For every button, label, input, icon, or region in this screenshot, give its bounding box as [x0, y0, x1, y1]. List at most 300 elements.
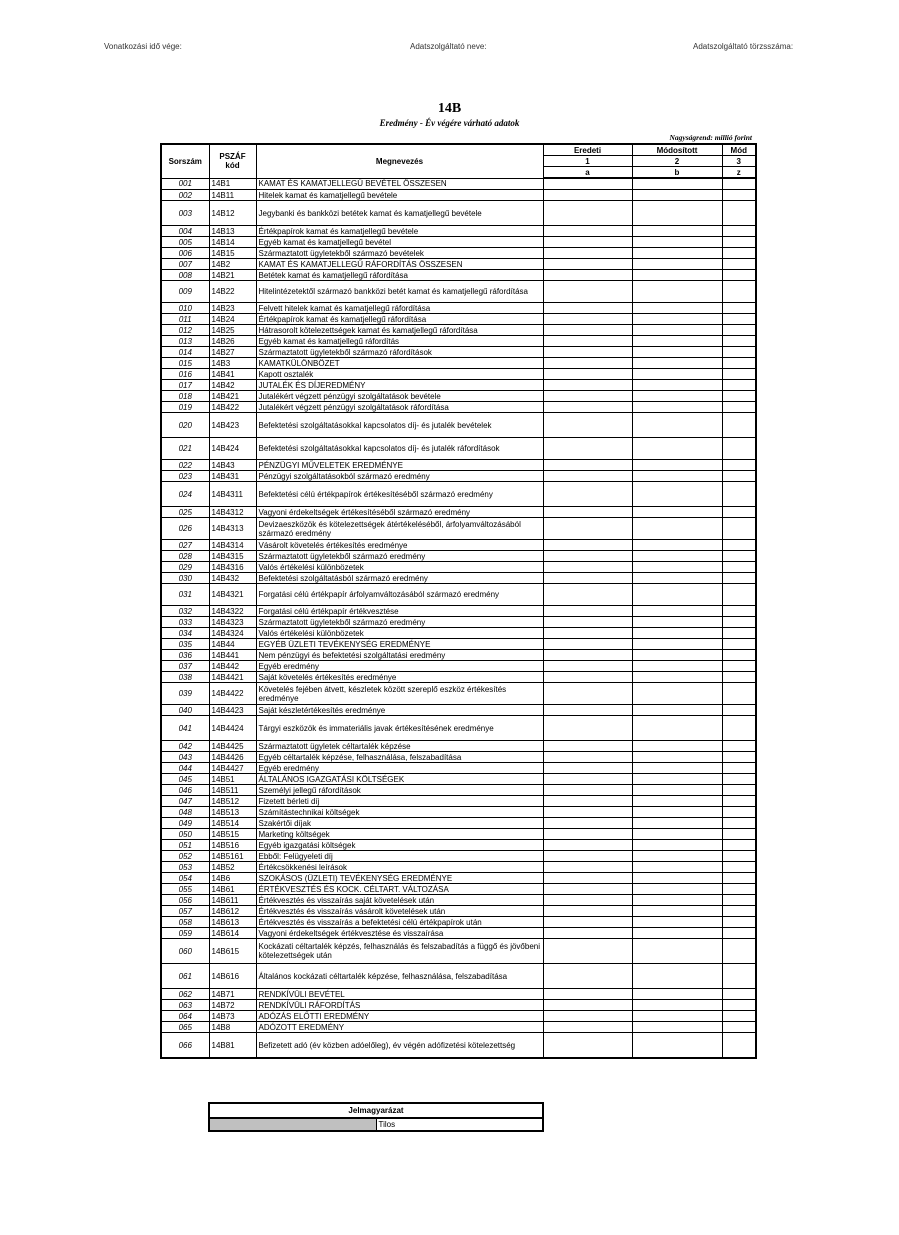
- table-row: [161, 438, 756, 460]
- row-value-modositott[interactable]: [632, 358, 722, 369]
- row-value-mod[interactable]: [722, 862, 756, 873]
- row-value-mod[interactable]: [722, 895, 756, 906]
- row-value-eredeti[interactable]: [543, 906, 632, 917]
- row-value-modositott[interactable]: [632, 606, 722, 617]
- row-pszaf-code: 14B514: [209, 818, 256, 829]
- row-value-mod[interactable]: [722, 1033, 756, 1059]
- row-value-eredeti[interactable]: [543, 1022, 632, 1033]
- table-row: [161, 829, 756, 840]
- row-value-modositott[interactable]: [632, 190, 722, 201]
- row-name: RENDKÍVÜLI RÁFORDÍTÁS: [256, 1000, 543, 1011]
- row-value-mod[interactable]: [722, 650, 756, 661]
- row-name: Betétek kamat és kamatjellegű ráfordítása: [256, 270, 543, 281]
- row-value-modositott[interactable]: [632, 540, 722, 551]
- row-pszaf-code: 14B441: [209, 650, 256, 661]
- row-number: 019: [161, 402, 209, 413]
- row-value-modositott[interactable]: [632, 807, 722, 818]
- table-row: [161, 705, 756, 716]
- row-value-modositott[interactable]: [632, 873, 722, 884]
- row-pszaf-code: 14B512: [209, 796, 256, 807]
- row-value-mod[interactable]: [722, 178, 756, 190]
- row-value-mod[interactable]: [722, 237, 756, 248]
- row-name: Egyéb céltartalék képzése, felhasználása, felszabadítása: [256, 752, 543, 763]
- row-name: Felvett hitelek kamat és kamatjellegű ráfordítása: [256, 303, 543, 314]
- row-value-mod[interactable]: [722, 785, 756, 796]
- row-value-modositott[interactable]: [632, 248, 722, 259]
- row-name: Devizaeszközök és kötelezettségek átértékeléséből, árfolyamváltozásából származó eredmény: [256, 518, 543, 540]
- row-number: 004: [161, 226, 209, 237]
- row-pszaf-code: 14B52: [209, 862, 256, 873]
- row-name: JUTALÉK ÉS DÍJEREDMÉNY: [256, 380, 543, 391]
- table-row: [161, 862, 756, 873]
- row-pszaf-code: 14B44: [209, 639, 256, 650]
- row-value-mod[interactable]: [722, 259, 756, 270]
- row-value-mod[interactable]: [722, 507, 756, 518]
- row-value-modositott[interactable]: [632, 270, 722, 281]
- table-row: [161, 617, 756, 628]
- row-value-modositott[interactable]: [632, 683, 722, 705]
- row-value-modositott[interactable]: [632, 562, 722, 573]
- table-row: [161, 884, 756, 895]
- row-value-modositott[interactable]: [632, 336, 722, 347]
- row-value-modositott[interactable]: [632, 1011, 722, 1022]
- table-row: [161, 741, 756, 752]
- table-row: [161, 928, 756, 939]
- row-value-mod[interactable]: [722, 928, 756, 939]
- row-value-modositott[interactable]: [632, 650, 722, 661]
- row-value-modositott[interactable]: [632, 1033, 722, 1059]
- row-value-eredeti[interactable]: [543, 917, 632, 928]
- row-value-modositott[interactable]: [632, 237, 722, 248]
- row-number: 026: [161, 518, 209, 540]
- row-value-modositott[interactable]: [632, 785, 722, 796]
- row-value-modositott[interactable]: [632, 325, 722, 336]
- row-value-mod[interactable]: [722, 314, 756, 325]
- row-value-mod[interactable]: [722, 482, 756, 507]
- row-value-modositott[interactable]: [632, 482, 722, 507]
- table-row: [161, 347, 756, 358]
- row-pszaf-code: 14B615: [209, 939, 256, 964]
- row-value-eredeti[interactable]: [543, 617, 632, 628]
- row-pszaf-code: 14B611: [209, 895, 256, 906]
- row-value-modositott[interactable]: [632, 369, 722, 380]
- row-value-modositott[interactable]: [632, 884, 722, 895]
- row-number: 007: [161, 259, 209, 270]
- row-value-modositott[interactable]: [632, 438, 722, 460]
- table-row: [161, 391, 756, 402]
- row-value-mod[interactable]: [722, 471, 756, 482]
- table-row: [161, 336, 756, 347]
- row-pszaf-code: 14B421: [209, 391, 256, 402]
- row-number: 032: [161, 606, 209, 617]
- row-value-mod[interactable]: [722, 1011, 756, 1022]
- row-value-mod[interactable]: [722, 705, 756, 716]
- row-value-mod[interactable]: [722, 460, 756, 471]
- row-value-modositott[interactable]: [632, 895, 722, 906]
- row-value-mod[interactable]: [722, 628, 756, 639]
- row-value-modositott[interactable]: [632, 672, 722, 683]
- table-row: [161, 562, 756, 573]
- row-value-modositott[interactable]: [632, 716, 722, 741]
- header-col-3: 3: [722, 156, 756, 167]
- row-name: Hitelintézetektől származó bankközi betét kamat és kamatjellegű ráfordítása: [256, 281, 543, 303]
- legend-title: Jelmagyarázat: [209, 1103, 543, 1118]
- row-value-modositott[interactable]: [632, 906, 722, 917]
- row-value-mod[interactable]: [722, 562, 756, 573]
- row-value-mod[interactable]: [722, 661, 756, 672]
- row-value-eredeti[interactable]: [543, 303, 632, 314]
- row-name: Számítástechnikai költségek: [256, 807, 543, 818]
- row-value-mod[interactable]: [722, 1022, 756, 1033]
- row-name: KAMAT ÉS KAMATJELLEGŰ BEVÉTEL ÖSSZESEN: [256, 178, 543, 190]
- row-value-eredeti[interactable]: [543, 380, 632, 391]
- table-row: [161, 507, 756, 518]
- row-value-eredeti[interactable]: [543, 895, 632, 906]
- row-value-modositott[interactable]: [632, 573, 722, 584]
- table-row: [161, 248, 756, 259]
- legend-swatch-forbidden: [209, 1118, 376, 1131]
- row-value-mod[interactable]: [722, 380, 756, 391]
- row-name: Egyéb eredmény: [256, 661, 543, 672]
- row-value-mod[interactable]: [722, 248, 756, 259]
- row-value-modositott[interactable]: [632, 851, 722, 862]
- row-number: 020: [161, 413, 209, 438]
- row-pszaf-code: 14B43: [209, 460, 256, 471]
- row-value-mod[interactable]: [722, 325, 756, 336]
- row-value-eredeti[interactable]: [543, 606, 632, 617]
- row-name: Értékpapírok kamat és kamatjellegű ráfordítása: [256, 314, 543, 325]
- row-number: 033: [161, 617, 209, 628]
- row-pszaf-code: 14B4422: [209, 683, 256, 705]
- row-value-mod[interactable]: [722, 752, 756, 763]
- row-value-modositott[interactable]: [632, 303, 722, 314]
- row-value-eredeti[interactable]: [543, 201, 632, 226]
- row-value-eredeti[interactable]: [543, 851, 632, 862]
- row-value-modositott[interactable]: [632, 201, 722, 226]
- row-value-modositott[interactable]: [632, 862, 722, 873]
- row-value-modositott[interactable]: [632, 413, 722, 438]
- table-row: [161, 639, 756, 650]
- row-value-mod[interactable]: [722, 336, 756, 347]
- row-value-mod[interactable]: [722, 818, 756, 829]
- row-number: 049: [161, 818, 209, 829]
- row-value-eredeti[interactable]: [543, 325, 632, 336]
- row-value-eredeti[interactable]: [543, 796, 632, 807]
- row-value-mod[interactable]: [722, 270, 756, 281]
- row-pszaf-code: 14B42: [209, 380, 256, 391]
- row-number: 024: [161, 482, 209, 507]
- row-value-eredeti[interactable]: [543, 818, 632, 829]
- row-value-eredeti[interactable]: [543, 964, 632, 989]
- row-value-mod[interactable]: [722, 917, 756, 928]
- row-value-eredeti[interactable]: [543, 259, 632, 270]
- row-value-mod[interactable]: [722, 964, 756, 989]
- row-value-eredeti[interactable]: [543, 190, 632, 201]
- row-value-mod[interactable]: [722, 884, 756, 895]
- row-value-eredeti[interactable]: [543, 741, 632, 752]
- header-eredeti: Eredeti: [543, 144, 632, 156]
- row-value-modositott[interactable]: [632, 471, 722, 482]
- row-value-eredeti[interactable]: [543, 807, 632, 818]
- row-value-eredeti[interactable]: [543, 551, 632, 562]
- row-value-modositott[interactable]: [632, 178, 722, 190]
- row-value-eredeti[interactable]: [543, 540, 632, 551]
- table-row: [161, 358, 756, 369]
- row-number: 060: [161, 939, 209, 964]
- row-value-modositott[interactable]: [632, 989, 722, 1000]
- row-value-modositott[interactable]: [632, 628, 722, 639]
- row-value-eredeti[interactable]: [543, 639, 632, 650]
- row-value-modositott[interactable]: [632, 928, 722, 939]
- row-value-eredeti[interactable]: [543, 226, 632, 237]
- table-row: [161, 851, 756, 862]
- row-value-mod[interactable]: [722, 840, 756, 851]
- row-value-eredeti[interactable]: [543, 482, 632, 507]
- row-value-eredeti[interactable]: [543, 989, 632, 1000]
- row-value-eredeti[interactable]: [543, 661, 632, 672]
- row-value-mod[interactable]: [722, 829, 756, 840]
- row-value-modositott[interactable]: [632, 584, 722, 606]
- row-name: Forgatási célú értékpapír árfolyamváltozásából származó eredmény: [256, 584, 543, 606]
- row-number: 042: [161, 741, 209, 752]
- row-number: 052: [161, 851, 209, 862]
- row-value-mod[interactable]: [722, 402, 756, 413]
- row-value-eredeti[interactable]: [543, 248, 632, 259]
- row-value-eredeti[interactable]: [543, 518, 632, 540]
- row-value-eredeti[interactable]: [543, 752, 632, 763]
- row-value-modositott[interactable]: [632, 259, 722, 270]
- row-value-modositott[interactable]: [632, 796, 722, 807]
- row-value-mod[interactable]: [722, 584, 756, 606]
- row-value-eredeti[interactable]: [543, 413, 632, 438]
- row-value-modositott[interactable]: [632, 964, 722, 989]
- row-number: 017: [161, 380, 209, 391]
- row-name: Egyéb igazgatási költségek: [256, 840, 543, 851]
- row-value-eredeti[interactable]: [543, 347, 632, 358]
- row-value-modositott[interactable]: [632, 939, 722, 964]
- row-value-modositott[interactable]: [632, 226, 722, 237]
- form-title: 14B: [437, 101, 462, 116]
- row-value-mod[interactable]: [722, 391, 756, 402]
- row-pszaf-code: 14B12: [209, 201, 256, 226]
- row-value-modositott[interactable]: [632, 829, 722, 840]
- row-name: Valós értékelési különbözetek: [256, 628, 543, 639]
- row-number: 038: [161, 672, 209, 683]
- row-value-modositott[interactable]: [632, 391, 722, 402]
- row-value-eredeti[interactable]: [543, 402, 632, 413]
- row-value-modositott[interactable]: [632, 705, 722, 716]
- row-value-mod[interactable]: [722, 906, 756, 917]
- row-value-mod[interactable]: [722, 226, 756, 237]
- row-value-mod[interactable]: [722, 1000, 756, 1011]
- table-row: [161, 752, 756, 763]
- row-value-modositott[interactable]: [632, 741, 722, 752]
- row-value-mod[interactable]: [722, 672, 756, 683]
- table-row: [161, 939, 756, 964]
- row-value-eredeti[interactable]: [543, 672, 632, 683]
- header-pszaf-code: PSZÁF kód: [209, 144, 256, 178]
- row-value-mod[interactable]: [722, 606, 756, 617]
- row-number: 043: [161, 752, 209, 763]
- row-value-mod[interactable]: [722, 303, 756, 314]
- row-value-modositott[interactable]: [632, 281, 722, 303]
- row-value-eredeti[interactable]: [543, 862, 632, 873]
- row-pszaf-code: 14B4321: [209, 584, 256, 606]
- row-pszaf-code: 14B81: [209, 1033, 256, 1059]
- row-value-mod[interactable]: [722, 573, 756, 584]
- row-name: Származtatott ügyletek céltartalék képzése: [256, 741, 543, 752]
- table-row: [161, 650, 756, 661]
- row-number: 031: [161, 584, 209, 606]
- row-value-mod[interactable]: [722, 796, 756, 807]
- row-value-modositott[interactable]: [632, 917, 722, 928]
- row-value-mod[interactable]: [722, 201, 756, 226]
- table-row: [161, 471, 756, 482]
- row-pszaf-code: 14B51: [209, 774, 256, 785]
- row-value-mod[interactable]: [722, 438, 756, 460]
- row-number: 021: [161, 438, 209, 460]
- row-number: 062: [161, 989, 209, 1000]
- row-value-eredeti[interactable]: [543, 1033, 632, 1059]
- row-name: Szakértői díjak: [256, 818, 543, 829]
- row-value-eredeti[interactable]: [543, 716, 632, 741]
- row-pszaf-code: 14B4423: [209, 705, 256, 716]
- row-name: RENDKÍVÜLI BEVÉTEL: [256, 989, 543, 1000]
- row-value-mod[interactable]: [722, 617, 756, 628]
- row-value-mod[interactable]: [722, 683, 756, 705]
- row-value-mod[interactable]: [722, 358, 756, 369]
- row-value-modositott[interactable]: [632, 551, 722, 562]
- row-value-modositott[interactable]: [632, 617, 722, 628]
- row-value-mod[interactable]: [722, 763, 756, 774]
- row-value-eredeti[interactable]: [543, 584, 632, 606]
- row-value-eredeti[interactable]: [543, 270, 632, 281]
- row-name: Általános kockázati céltartalék képzése, felhasználása, felszabadítása: [256, 964, 543, 989]
- row-value-modositott[interactable]: [632, 840, 722, 851]
- row-value-mod[interactable]: [722, 540, 756, 551]
- row-value-mod[interactable]: [722, 639, 756, 650]
- row-value-modositott[interactable]: [632, 518, 722, 540]
- row-value-modositott[interactable]: [632, 402, 722, 413]
- row-value-eredeti[interactable]: [543, 873, 632, 884]
- row-value-modositott[interactable]: [632, 347, 722, 358]
- row-value-modositott[interactable]: [632, 460, 722, 471]
- row-pszaf-code: 14B4312: [209, 507, 256, 518]
- row-value-modositott[interactable]: [632, 818, 722, 829]
- row-value-mod[interactable]: [722, 807, 756, 818]
- row-value-eredeti[interactable]: [543, 884, 632, 895]
- row-value-mod[interactable]: [722, 190, 756, 201]
- row-number: 005: [161, 237, 209, 248]
- row-value-mod[interactable]: [722, 741, 756, 752]
- row-value-eredeti[interactable]: [543, 628, 632, 639]
- row-value-mod[interactable]: [722, 774, 756, 785]
- row-value-mod[interactable]: [722, 939, 756, 964]
- table-row: [161, 818, 756, 829]
- row-value-eredeti[interactable]: [543, 939, 632, 964]
- row-value-mod[interactable]: [722, 989, 756, 1000]
- row-value-modositott[interactable]: [632, 639, 722, 650]
- legend-item-label: Tilos: [376, 1118, 543, 1131]
- row-value-eredeti[interactable]: [543, 774, 632, 785]
- row-value-mod[interactable]: [722, 369, 756, 380]
- row-pszaf-code: 14B432: [209, 573, 256, 584]
- row-value-modositott[interactable]: [632, 1000, 722, 1011]
- row-value-eredeti[interactable]: [543, 460, 632, 471]
- row-value-mod[interactable]: [722, 413, 756, 438]
- table-row: [161, 1000, 756, 1011]
- row-value-eredeti[interactable]: [543, 358, 632, 369]
- row-value-eredeti[interactable]: [543, 705, 632, 716]
- row-value-mod[interactable]: [722, 716, 756, 741]
- row-number: 009: [161, 281, 209, 303]
- data-table: [160, 143, 757, 1059]
- row-value-eredeti[interactable]: [543, 507, 632, 518]
- row-number: 047: [161, 796, 209, 807]
- row-value-eredeti[interactable]: [543, 336, 632, 347]
- row-value-mod[interactable]: [722, 851, 756, 862]
- row-value-modositott[interactable]: [632, 661, 722, 672]
- table-row: [161, 774, 756, 785]
- row-value-eredeti[interactable]: [543, 1000, 632, 1011]
- row-value-eredeti[interactable]: [543, 369, 632, 380]
- row-pszaf-code: 14B72: [209, 1000, 256, 1011]
- row-value-eredeti[interactable]: [543, 650, 632, 661]
- row-value-eredeti[interactable]: [543, 928, 632, 939]
- row-number: 023: [161, 471, 209, 482]
- row-value-eredeti[interactable]: [543, 829, 632, 840]
- row-value-mod[interactable]: [722, 551, 756, 562]
- table-row: [161, 460, 756, 471]
- row-value-modositott[interactable]: [632, 763, 722, 774]
- row-value-eredeti[interactable]: [543, 840, 632, 851]
- row-value-mod[interactable]: [722, 873, 756, 884]
- row-value-eredeti[interactable]: [543, 314, 632, 325]
- row-value-mod[interactable]: [722, 281, 756, 303]
- table-row: [161, 1022, 756, 1033]
- row-value-eredeti[interactable]: [543, 785, 632, 796]
- row-name: Értékpapírok kamat és kamatjellegű bevétele: [256, 226, 543, 237]
- table-row: [161, 270, 756, 281]
- row-value-mod[interactable]: [722, 347, 756, 358]
- table-row: [161, 380, 756, 391]
- row-value-eredeti[interactable]: [543, 562, 632, 573]
- row-value-modositott[interactable]: [632, 1022, 722, 1033]
- row-value-eredeti[interactable]: [543, 763, 632, 774]
- row-value-eredeti[interactable]: [543, 683, 632, 705]
- row-value-eredeti[interactable]: [543, 391, 632, 402]
- row-name: Pénzügyi szolgáltatásokból származó eredmény: [256, 471, 543, 482]
- row-value-modositott[interactable]: [632, 752, 722, 763]
- row-number: 037: [161, 661, 209, 672]
- row-number: 018: [161, 391, 209, 402]
- row-value-eredeti[interactable]: [543, 1011, 632, 1022]
- row-value-eredeti[interactable]: [543, 178, 632, 190]
- row-value-eredeti[interactable]: [543, 438, 632, 460]
- row-value-eredeti[interactable]: [543, 281, 632, 303]
- header-col-z: z: [722, 167, 756, 179]
- row-value-modositott[interactable]: [632, 380, 722, 391]
- row-value-modositott[interactable]: [632, 774, 722, 785]
- row-number: 012: [161, 325, 209, 336]
- row-value-eredeti[interactable]: [543, 237, 632, 248]
- row-value-eredeti[interactable]: [543, 573, 632, 584]
- header-period-label: Vonatkozási idő vége:: [104, 42, 182, 51]
- row-value-mod[interactable]: [722, 518, 756, 540]
- row-value-eredeti[interactable]: [543, 471, 632, 482]
- row-value-modositott[interactable]: [632, 507, 722, 518]
- row-value-modositott[interactable]: [632, 314, 722, 325]
